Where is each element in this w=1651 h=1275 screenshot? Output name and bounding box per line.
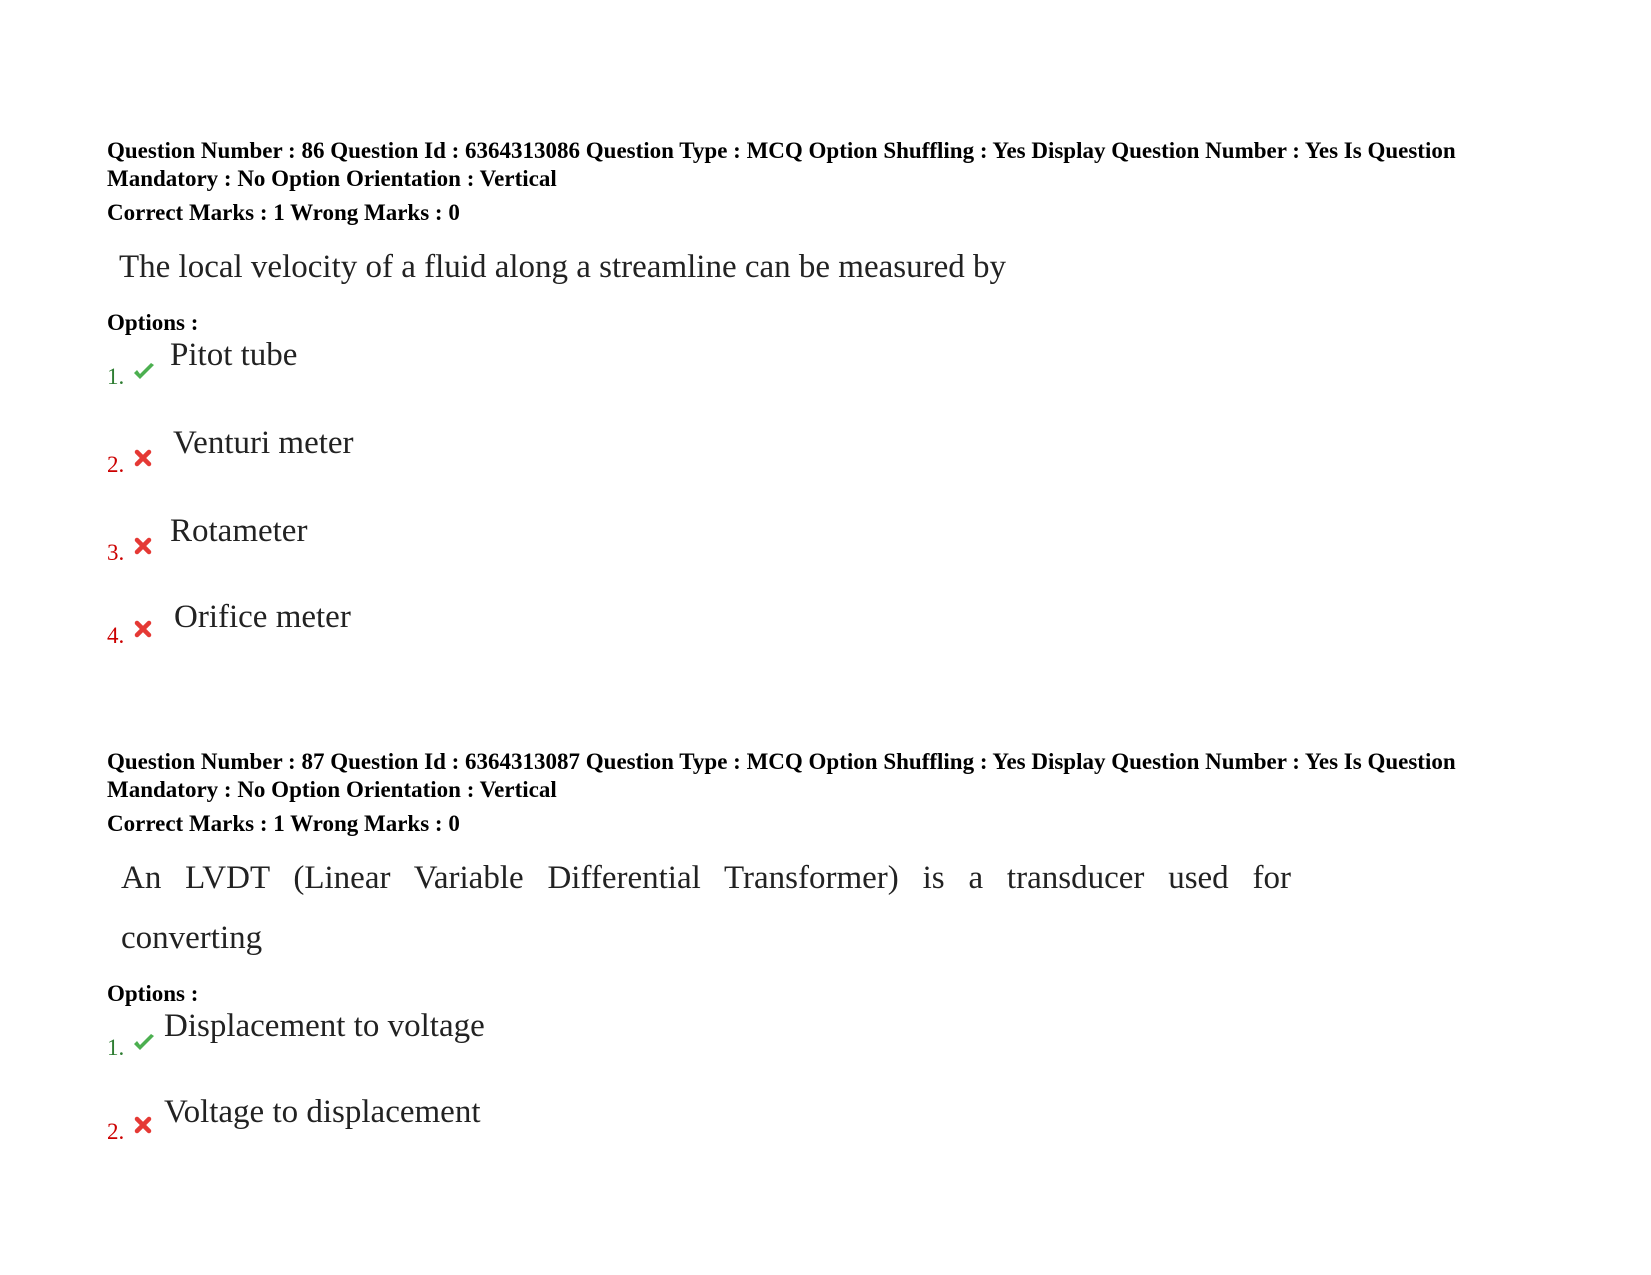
option-number: 4. (107, 623, 125, 648)
option-number: 1. (107, 364, 125, 389)
check-icon (132, 360, 156, 384)
cross-icon (134, 620, 152, 638)
cross-icon (134, 537, 152, 555)
question-marks: Correct Marks : 1 Wrong Marks : 0 (107, 200, 460, 225)
option-number: 2. (107, 452, 125, 477)
cross-icon (134, 1116, 152, 1134)
question-text: An LVDT (Linear Variable Differential Transformer) is a transducer used for converting (121, 860, 1291, 956)
question-block (107, 137, 1547, 663)
question-marks: Correct Marks : 1 Wrong Marks : 0 (107, 811, 460, 836)
option-item (107, 337, 1547, 429)
question-block (107, 748, 1547, 1154)
option-item (107, 425, 1547, 517)
cross-icon (134, 449, 152, 467)
option-text: Venturi meter (173, 425, 354, 461)
option-number: 1. (107, 1035, 125, 1060)
option-item (107, 1008, 1547, 1094)
option-text: Pitot tube (170, 337, 298, 373)
option-item (107, 599, 1547, 663)
option-number: 3. (107, 540, 125, 565)
options-label: Options : (107, 310, 199, 335)
option-item (107, 1094, 1547, 1154)
option-item (107, 513, 1547, 603)
option-text: Displacement to voltage (164, 1008, 485, 1044)
option-text: Orifice meter (174, 599, 351, 635)
option-number: 2. (107, 1119, 125, 1144)
options-label: Options : (107, 981, 199, 1006)
option-text: Voltage to displacement (164, 1094, 481, 1130)
question-meta: Question Number : 87 Question Id : 6364313087 Question Type : MCQ Option Shuffling : Yes Display Question Number : Yes Is Question Mandatory : No Option Orientation : Vertical (107, 749, 1456, 802)
question-meta: Question Number : 86 Question Id : 6364313086 Question Type : MCQ Option Shuffling : Yes Display Question Number : Yes Is Question Mandatory : No Option Orientation : Vertical (107, 138, 1456, 191)
question-text: The local velocity of a fluid along a streamline can be measured by (119, 249, 1006, 285)
option-text: Rotameter (170, 513, 308, 549)
check-icon (132, 1031, 156, 1055)
